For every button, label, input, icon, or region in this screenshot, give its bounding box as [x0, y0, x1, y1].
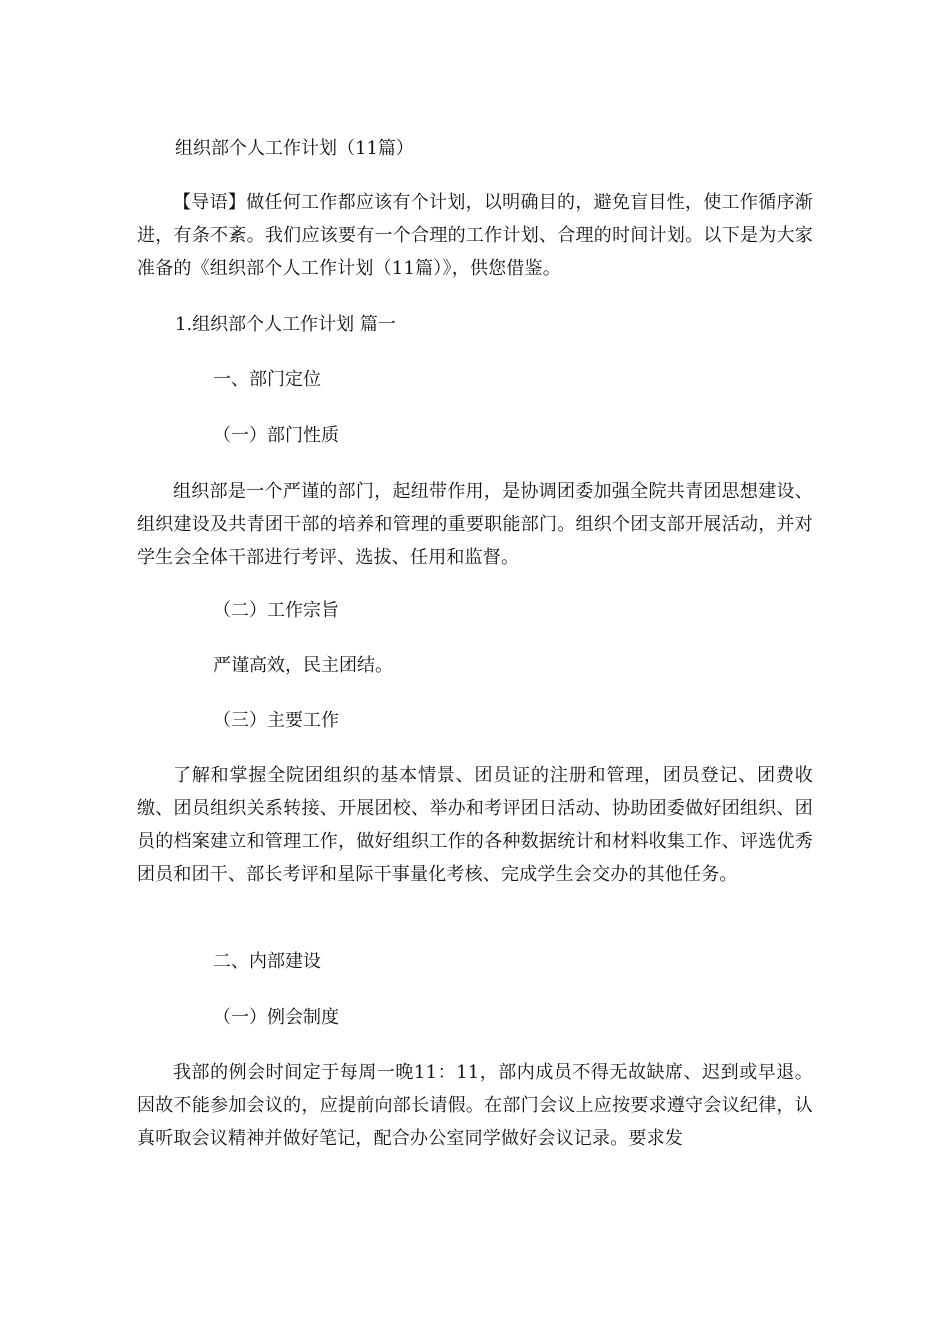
intro-paragraph	[137, 186, 813, 285]
part-heading-positioning: 一、部门定位	[213, 369, 321, 390]
intro-text: 做任何工作都应该有个计划，以明确目的，避免盲目性，使工作循序渐进，有条不紊。我们应该要有一个合理的工作计划、合理的时间计划。以下是为大家准备的《组织部个人工作计划（11篇）》，供您借鉴。	[137, 192, 813, 279]
subheading-nature: （一）部门性质	[213, 425, 339, 446]
paragraph-nature: 组织部是一个严谨的部门，起纽带作用，是协调团委加强全院共青团思想建设、组织建设及共青团干部的培养和管理的重要职能部门。组织个团支部开展活动，并对学生会全体干部进行考评、选拔、任用和监督。	[137, 481, 813, 568]
subheading-meeting: （一）例会制度	[213, 1007, 339, 1028]
section-heading: 1.组织部个人工作计划 篇一	[175, 314, 396, 335]
part-heading-internal: 二、内部建设	[213, 951, 321, 972]
intro-label: 【导语】	[173, 192, 247, 213]
paragraph-main-work: 了解和掌握全院团组织的基本情景、团员证的注册和管理，团员登记、团费收缴、团员组织关系转接、开展团校、举办和考评团日活动、协助团委做好团组织、团员的档案建立和管理工作，做好组织工作的各种数据统计和材料收集工作、评选优秀团员和团干、部长考评和星际干事量化考核、完成学生会交办的其他任务。	[137, 765, 813, 885]
paragraph-purpose: 严谨高效，民主团结。	[213, 655, 393, 676]
paragraph-meeting: 我部的例会时间定于每周一晚11：11，部内成员不得无故缺席、迟到或早退。因故不能参加会议的，应提前向部长请假。在部门会议上应按要求遵守会议纪律，认真听取会议精神并做好笔记，配合办公室同学做好会议记录。要求发	[137, 1062, 813, 1149]
subheading-main-work: （三）主要工作	[213, 710, 339, 731]
subheading-purpose: （二）工作宗旨	[213, 600, 339, 621]
document-title: 组织部个人工作计划（11篇）	[175, 138, 414, 159]
